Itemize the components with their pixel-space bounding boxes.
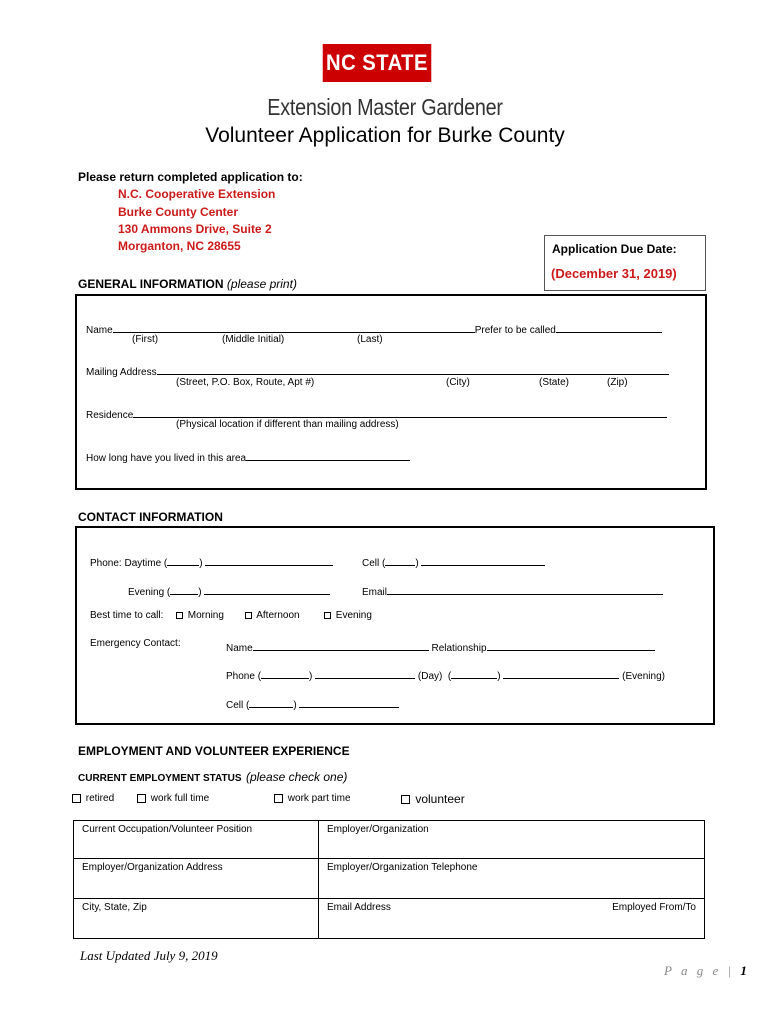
return-line-4: Morganton, NC 28655 — [118, 239, 241, 253]
volunteer-checkbox[interactable] — [401, 795, 410, 804]
nc-state-logo: NC STATE — [323, 44, 432, 82]
employment-status-row — [78, 768, 347, 786]
employment-table — [73, 820, 705, 939]
middle-caption: (Middle Initial) — [222, 334, 285, 345]
evening-caption: (Evening) — [622, 671, 665, 682]
state-caption: (State) — [539, 377, 570, 388]
employer-address-cell[interactable] — [74, 859, 319, 899]
evening-area-code-field[interactable] — [170, 582, 198, 595]
emergency-cell-area-field[interactable] — [249, 695, 293, 708]
city-caption: (City) — [446, 377, 470, 388]
emergency-cell-phone-field[interactable] — [299, 695, 399, 708]
cell-area-code-field[interactable] — [385, 553, 415, 566]
daytime-area-code-field[interactable] — [167, 553, 199, 566]
page-number — [664, 963, 747, 979]
table-row — [74, 899, 705, 939]
option-volunteer[interactable] — [401, 792, 465, 806]
email-row — [362, 582, 663, 598]
retired-label: retired — [85, 793, 115, 804]
daytime-phone-field[interactable] — [205, 553, 333, 566]
general-info-heading — [78, 277, 297, 291]
last-caption: (Last) — [357, 334, 383, 345]
full-time-label: work full time — [150, 793, 210, 804]
email-label: Email — [362, 587, 388, 598]
evening-option[interactable] — [324, 610, 372, 621]
employment-heading: EMPLOYMENT AND VOLUNTEER EXPERIENCE — [78, 744, 350, 758]
emergency-phone-row: Phone ( ) (Day) ( ) (Evening) — [226, 666, 665, 682]
table-row — [74, 821, 705, 859]
full-time-checkbox[interactable] — [137, 794, 146, 803]
option-part-time[interactable] — [274, 793, 351, 804]
employer-cell[interactable] — [319, 821, 705, 859]
table-row — [74, 859, 705, 899]
relationship-field[interactable] — [487, 638, 655, 651]
return-line-1: N.C. Cooperative Extension — [118, 187, 276, 201]
last-updated: Last Updated July 9, 2019 — [80, 948, 218, 963]
option-full-time[interactable] — [137, 793, 209, 804]
relationship-label: Relationship — [431, 643, 487, 654]
first-caption: (First) — [132, 334, 159, 345]
return-line-2: Burke County Center — [118, 205, 239, 219]
retired-checkbox[interactable] — [72, 794, 81, 803]
option-retired[interactable] — [72, 793, 114, 804]
occupation-label: Current Occupation/Volunteer Position — [82, 824, 253, 835]
emergency-evening-phone-field[interactable] — [503, 666, 619, 679]
name-label: Name — [86, 325, 113, 336]
employed-from-to-label: Employed From/To — [612, 902, 696, 913]
return-heading: Please return completed application to: — [78, 170, 303, 184]
zip-caption: (Zip) — [607, 377, 628, 388]
emergency-day-phone-field[interactable] — [315, 666, 415, 679]
page-title: Volunteer Application for Burke County — [205, 124, 565, 147]
how-long-label: How long have you lived in this area — [86, 453, 247, 464]
due-date-label: Application Due Date: — [552, 242, 677, 256]
how-long-row — [86, 448, 410, 464]
emergency-label: Emergency Contact: — [90, 638, 181, 649]
due-date-value: (December 31, 2019) — [551, 266, 677, 281]
emergency-name-field[interactable] — [253, 638, 429, 651]
employer-label: Employer/Organization — [327, 824, 429, 835]
employer-telephone-label: Employer/Organization Telephone — [327, 862, 478, 873]
afternoon-label: Afternoon — [256, 610, 300, 621]
emergency-day-area-field[interactable] — [261, 666, 309, 679]
contact-heading: CONTACT INFORMATION — [78, 510, 223, 524]
general-info-note: (please print) — [226, 277, 297, 291]
mailing-row — [86, 362, 669, 378]
residence-field[interactable] — [133, 405, 667, 418]
daytime-phone-label: Phone: Daytime ( — [90, 558, 168, 569]
cell-label: Cell ( — [362, 558, 386, 569]
residence-label: Residence — [86, 410, 134, 421]
emergency-phone-label: Phone ( — [226, 671, 262, 682]
prefer-label: Prefer to be called — [474, 325, 556, 336]
emergency-cell-row: Cell ( ) — [226, 695, 399, 711]
volunteer-label: volunteer — [415, 792, 465, 806]
morning-option[interactable] — [176, 610, 224, 621]
street-caption: (Street, P.O. Box, Route, Apt #) — [176, 377, 315, 388]
employer-address-label: Employer/Organization Address — [82, 862, 223, 873]
general-info-title: GENERAL INFORMATION — [78, 277, 224, 291]
best-time-label: Best time to call: — [90, 610, 164, 621]
emergency-cell-label: Cell ( — [226, 700, 250, 711]
part-time-checkbox[interactable] — [274, 794, 283, 803]
cell-phone-field[interactable] — [421, 553, 545, 566]
mailing-address-field[interactable] — [157, 362, 669, 375]
day-caption: (Day) — [417, 671, 443, 682]
emergency-name-label: Name — [226, 643, 253, 654]
email-address-cell[interactable] — [319, 899, 579, 939]
prefer-name-field[interactable] — [556, 320, 662, 333]
afternoon-checkbox[interactable] — [245, 612, 252, 619]
email-address-label: Email Address — [327, 902, 391, 913]
evening-option-label: Evening — [335, 610, 372, 621]
emergency-name-row — [226, 638, 655, 654]
daytime-phone-row: Phone: Daytime ( ) — [90, 553, 333, 569]
evening-phone-row: Evening ( ) — [128, 582, 330, 598]
return-line-3: 130 Ammons Drive, Suite 2 — [118, 222, 272, 236]
evening-checkbox[interactable] — [324, 612, 331, 619]
afternoon-option[interactable] — [245, 610, 300, 621]
residence-caption: (Physical location if different than mailing address) — [176, 419, 399, 430]
page-number-value: 1 — [740, 963, 747, 978]
page-label: P a g e | — [664, 963, 735, 978]
employed-from-to-cell[interactable] — [578, 899, 705, 939]
emergency-evening-area-field[interactable] — [451, 666, 497, 679]
program-subtitle: Extension Master Gardener — [267, 94, 503, 120]
mailing-label: Mailing Address — [86, 367, 157, 378]
morning-label: Morning — [187, 610, 224, 621]
part-time-label: work part time — [287, 793, 351, 804]
name-field[interactable] — [113, 320, 475, 333]
cell-phone-row: Cell ( ) — [362, 553, 545, 569]
city-state-zip-label: City, State, Zip — [82, 902, 147, 913]
how-long-field[interactable] — [246, 448, 410, 461]
employer-telephone-cell[interactable] — [319, 859, 705, 899]
employment-status-note: (please check one) — [245, 770, 348, 784]
morning-checkbox[interactable] — [176, 612, 183, 619]
city-state-zip-cell[interactable] — [74, 899, 319, 939]
evening-phone-field[interactable] — [204, 582, 330, 595]
evening-label: Evening ( — [128, 587, 171, 598]
occupation-cell[interactable] — [74, 821, 319, 859]
email-field[interactable] — [387, 582, 663, 595]
employment-status-label: CURRENT EMPLOYMENT STATUS — [78, 773, 242, 784]
